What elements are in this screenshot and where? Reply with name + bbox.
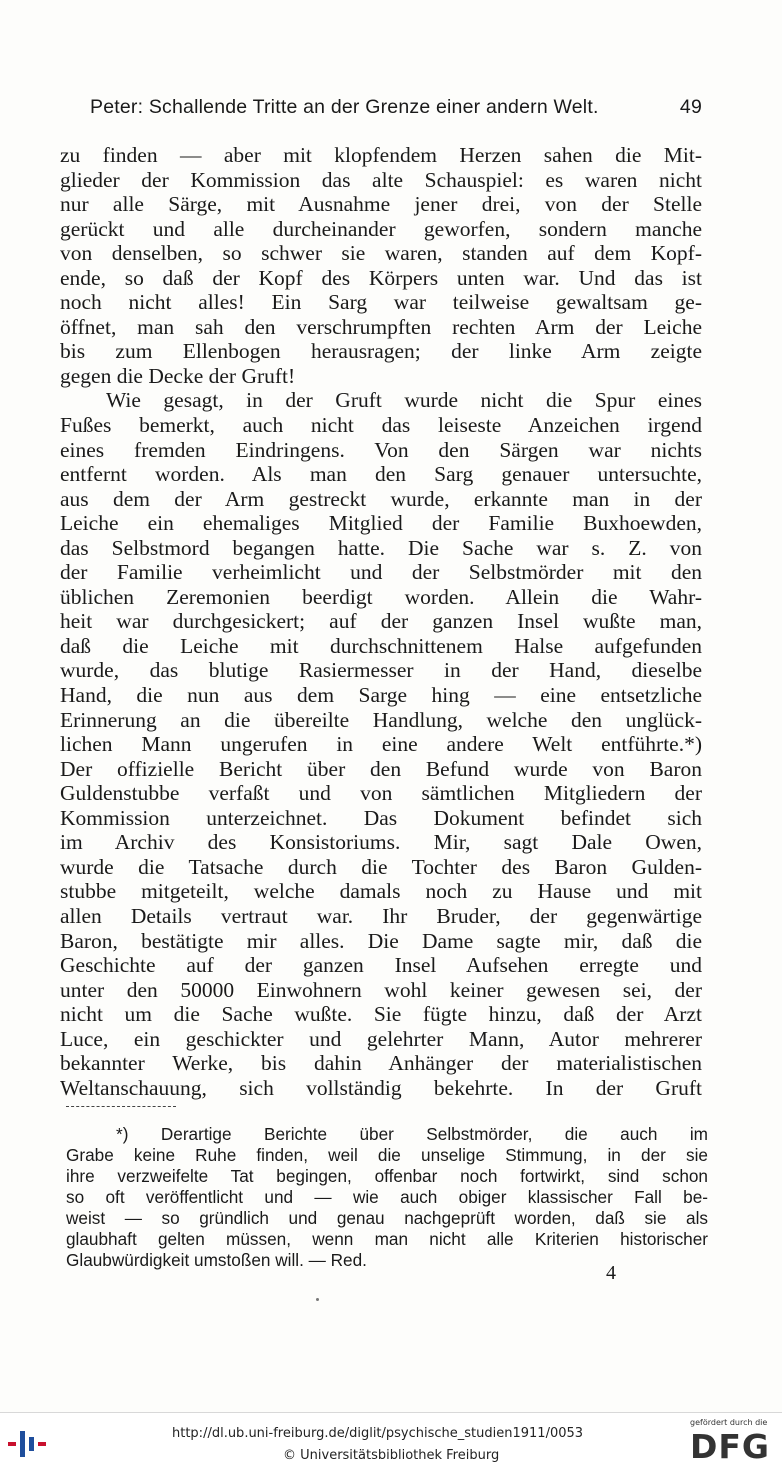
text-line: noch nicht alles! Ein Sarg war teilweise gewaltsam ge- [60, 290, 702, 315]
text-line: allen Details vertraut war. Ihr Bruder, der gegenwärtige [60, 903, 702, 928]
sponsor-caption: gefördert durch die [690, 1418, 768, 1427]
text-line: Baron, bestätigte mir alles. Die Dame sagte mir, daß die [60, 928, 702, 953]
text-line: im Archiv des Konsistoriums. Mir, sagt Dale Owen, [60, 830, 702, 855]
text-line: eines fremden Eindringens. Von den Särgen war nichts [60, 437, 702, 462]
dfg-logo: DFG [690, 1427, 771, 1466]
text-line: das Selbstmord begangen hatte. Die Sache war s. Z. von [60, 535, 702, 560]
footnote-line: ihre verzweifelte Tat begingen, offenbar noch fortwirkt, sind schon [66, 1166, 708, 1186]
footnote-line: Glaubwürdigkeit umstoßen will. — Red. [66, 1250, 367, 1270]
signature-mark: 4 [606, 1262, 616, 1284]
text-line: Fußes bemerkt, auch nicht das leiseste Anzeichen irgend [60, 413, 702, 438]
text-line: Luce, ein geschickter und gelehrter Mann, Autor mehrerer [60, 1026, 702, 1051]
ub-freiburg-logo-icon [8, 1429, 52, 1459]
text-line: von denselben, so schwer sie waren, standen auf dem Kopf- [60, 241, 702, 266]
page-number: 49 [679, 96, 702, 118]
permalink-url[interactable]: http://dl.ub.uni-freiburg.de/diglit/psychische_studien1911/0053 [172, 1426, 584, 1441]
footnote-separator [66, 1106, 176, 1107]
copyright-notice: © Universitätsbibliothek Freiburg [283, 1448, 500, 1463]
running-head [90, 96, 702, 119]
text-line: daß die Leiche mit durchschnittenem Halse aufgefunden [60, 633, 702, 658]
text-line: glieder der Kommission das alte Schauspiel: es waren nicht [60, 167, 702, 192]
footnote-line: so oft veröffentlicht und — wie auch obiger klassischer Fall be- [66, 1187, 708, 1207]
footnote-line: Grabe keine Ruhe finden, weil die unselige Stimmung, in der sie [66, 1145, 708, 1165]
text-line: gegen die Decke der Gruft! [60, 363, 296, 388]
text-line: nur alle Särge, mit Ausnahme jener drei, von der Stelle [60, 192, 702, 217]
text-line: Wie gesagt, in der Gruft wurde nicht die Spur eines [106, 388, 702, 413]
text-line: stubbe mitgeteilt, welche damals noch zu Hause und mit [60, 879, 702, 904]
text-line: Geschichte auf der ganzen Insel Aufsehen erregte und [60, 953, 702, 978]
text-line: bekannter Werke, bis dahin Anhänger der materialistischen [60, 1051, 702, 1076]
text-line: gerückt und alle durcheinander geworfen, sondern manche [60, 216, 702, 241]
text-line: Weltanschauung, sich vollständig bekehrte. In der Gruft [60, 1075, 702, 1100]
text-line: Der offizielle Bericht über den Befund wurde von Baron [60, 756, 702, 781]
text-line: Hand, die nun aus dem Sarge hing — eine entsetzliche [60, 683, 702, 708]
text-line: Guldenstubbe verfaßt und von sämtlichen Mitgliedern der [60, 781, 702, 806]
text-line: entfernt worden. Als man den Sarg genauer untersuchte, [60, 462, 702, 487]
text-line: Kommission unterzeichnet. Das Dokument befindet sich [60, 805, 702, 830]
footnote-line: *) Derartige Berichte über Selbstmörder, die auch im [116, 1124, 708, 1144]
footnote-line: glaubhaft gelten müssen, wenn man nicht alle Kriterien historischer [66, 1229, 708, 1249]
footnote-line: weist — so gründlich und genau nachgeprüft worden, daß sie als [66, 1208, 708, 1228]
text-line: heit war durchgesickert; auf der ganzen Insel wußte man, [60, 609, 702, 634]
viewer-footer [0, 1412, 782, 1470]
text-line: wurde, das blutige Rasiermesser in der Hand, dieselbe [60, 658, 702, 683]
text-line: wurde die Tatsache durch die Tochter des Baron Gulden- [60, 854, 702, 879]
text-line: unter den 50000 Einwohnern wohl keiner gewesen sei, der [60, 977, 702, 1002]
text-line: zu finden — aber mit klopfendem Herzen sahen die Mit- [60, 143, 702, 167]
text-line: nicht um die Sache wußte. Sie fügte hinzu, daß der Arzt [60, 1002, 702, 1027]
text-line: Leiche ein ehemaliges Mitglied der Familie Buxhoewden, [60, 511, 702, 536]
text-line: üblichen Zeremonien beerdigt worden. Allein die Wahr- [60, 584, 702, 609]
text-line: lichen Mann ungerufen in eine andere Welt entführte.*) [60, 732, 702, 757]
running-title: Peter: Schallende Tritte an der Grenze einer andern Welt. [90, 96, 599, 118]
text-line: der Familie verheimlicht und der Selbstmörder mit den [60, 560, 702, 585]
text-line: ende, so daß der Kopf des Körpers unten war. Und das ist [60, 265, 702, 290]
body-text [60, 143, 702, 1100]
text-line: Erinnerung an die übereilte Handlung, welche den unglück- [60, 707, 702, 732]
speck-mark [316, 1298, 319, 1301]
text-line: bis zum Ellenbogen herausragen; der linke Arm zeigte [60, 339, 702, 364]
text-line: öffnet, man sah den verschrumpften rechten Arm der Leiche [60, 314, 702, 339]
footnote [66, 1124, 708, 1271]
text-line: aus dem der Arm gestreckt wurde, erkannte man in der [60, 486, 702, 511]
